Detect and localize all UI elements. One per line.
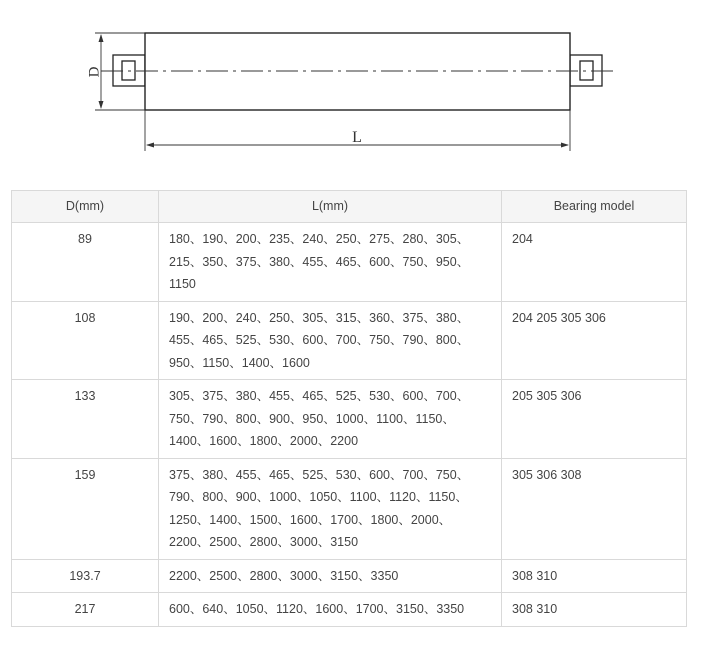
length-values-line: 305、375、380、455、465、525、530、600、700、	[169, 389, 470, 403]
diameter-arrow-top	[99, 34, 104, 42]
diameter-cell: 193.7	[12, 559, 159, 593]
length-values-line: 1250、1400、1500、1600、1700、1800、2000、	[169, 512, 452, 527]
left-shaft-flat	[122, 61, 135, 80]
bearing-model-cell: 204	[502, 223, 687, 302]
bearing-model-cell: 308 310	[502, 559, 687, 593]
table-body	[12, 223, 687, 627]
diameter-label: D	[86, 66, 103, 78]
right-shaft-flat	[580, 61, 593, 80]
diameter-cell: 217	[12, 593, 159, 627]
bearing-model-cell: 305 306 308	[502, 458, 687, 559]
table-row	[12, 301, 687, 380]
table-row	[12, 559, 687, 593]
diameter-cell: 89	[12, 223, 159, 302]
length-arrow-left	[146, 143, 154, 148]
length-values-line: 1400、1600、1800、2000、2200	[169, 434, 359, 448]
diameter-arrow-bottom	[99, 101, 104, 109]
diameter-cell: 108	[12, 301, 159, 380]
length-values-line: 600、640、1050、1120、1600、1700、3150、3350	[169, 602, 465, 616]
length-values-line: 790、800、900、1000、1050、1100、1120、1150、	[169, 490, 468, 504]
roller-drawing	[0, 0, 721, 170]
length-cell	[159, 223, 502, 302]
header-length: L(mm)	[159, 191, 502, 223]
diameter-cell: 159	[12, 458, 159, 559]
length-values-line: 1150	[169, 277, 196, 291]
length-cell	[159, 458, 502, 559]
roller-spec-table	[11, 190, 687, 627]
table-row	[12, 593, 687, 627]
length-values-line: 2200、2500、2800、3000、3150、3350	[169, 568, 399, 583]
header-bearing-model: Bearing model	[502, 191, 687, 223]
bearing-model-cell: 205 305 306	[502, 380, 687, 459]
table-row	[12, 380, 687, 459]
bearing-model-cell: 204 205 305 306	[502, 301, 687, 380]
length-cell	[159, 380, 502, 459]
length-arrow-right	[561, 143, 569, 148]
length-label: L	[352, 129, 362, 146]
length-cell	[159, 301, 502, 380]
diameter-cell: 133	[12, 380, 159, 459]
length-cell	[159, 593, 502, 627]
table-row	[12, 458, 687, 559]
length-values-line: 215、350、375、380、455、465、600、750、950、	[169, 254, 470, 269]
bearing-model-cell: 308 310	[502, 593, 687, 627]
length-values-line: 190、200、240、250、305、315、360、375、380、	[169, 310, 470, 325]
length-values-line: 455、465、525、530、600、700、750、790、800、	[169, 333, 470, 347]
length-values-line: 2200、2500、2800、3000、3150	[169, 535, 359, 549]
length-values-line: 180、190、200、235、240、250、275、280、305、	[169, 232, 470, 246]
table-row	[12, 223, 687, 302]
length-values-line: 375、380、455、465、525、530、600、700、750、	[169, 467, 470, 482]
header-diameter: D(mm)	[12, 191, 159, 223]
length-values-line: 950、1150、1400、1600	[169, 355, 310, 370]
length-values-line: 750、790、800、900、950、1000、1100、1150、	[169, 411, 455, 426]
roller-tube	[145, 33, 570, 110]
length-cell	[159, 559, 502, 593]
table-header-row	[12, 191, 687, 223]
